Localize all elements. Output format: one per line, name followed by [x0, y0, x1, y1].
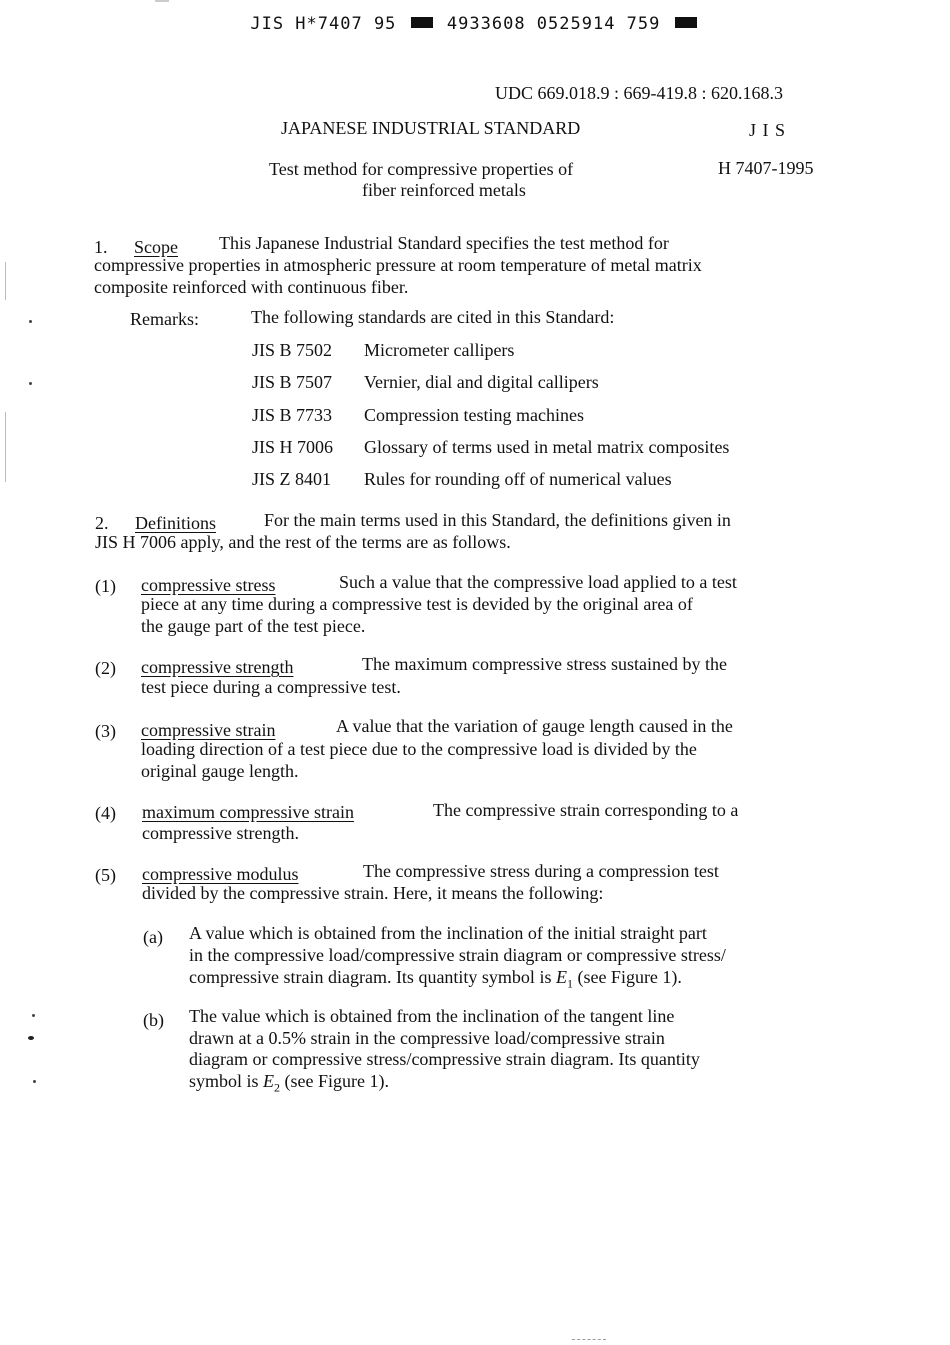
- quantity-subscript: 1: [566, 976, 573, 991]
- sub-item-number: (b): [143, 1010, 164, 1030]
- definition-text: the gauge part of the test piece.: [141, 616, 366, 636]
- scan-mark-left-1: [5, 262, 6, 300]
- doc-title-line1: Test method for compressive properties of: [269, 159, 574, 179]
- definition-term: maximum compressive strain: [142, 802, 354, 822]
- scan-mark-bottom: [572, 1339, 606, 1341]
- sub-item-text-with-symbol: [189, 1070, 389, 1099]
- sub-item-text: A value which is obtained from the inclination of the initial straight part: [189, 923, 707, 943]
- sub-item-text: (see Figure 1).: [280, 1071, 389, 1091]
- document-code-header: [0, 14, 950, 34]
- scan-dot-3: [32, 1014, 35, 1017]
- definition-text: A value that the variation of gauge length caused in the: [336, 716, 733, 736]
- definition-term: compressive strength: [141, 657, 294, 677]
- cited-standard-title: Micrometer callipers: [364, 340, 515, 360]
- definition-text: piece at any time during a compressive test is devided by the original area of: [141, 594, 693, 614]
- definitions-number: 2.: [95, 513, 109, 533]
- scan-mark-left-2: [5, 412, 6, 482]
- definition-number: (4): [95, 803, 116, 823]
- black-block: [675, 17, 697, 28]
- definition-term: compressive modulus: [142, 864, 299, 884]
- definition-text: The compressive stress during a compression test: [363, 861, 719, 881]
- scope-number: 1.: [94, 237, 108, 257]
- definition-number: (2): [95, 658, 116, 678]
- sub-item-text: compressive strain diagram. Its quantity symbol is: [189, 967, 556, 987]
- code-a: JIS H*7407 95: [250, 14, 397, 34]
- definition-term: compressive strain: [141, 720, 276, 740]
- udc-number: UDC 669.018.9 : 669-419.8 : 620.168.3: [495, 83, 783, 103]
- quantity-subscript: 2: [274, 1080, 281, 1095]
- definition-term: compressive stress: [141, 575, 276, 595]
- cited-standard-code: JIS B 7502: [252, 340, 333, 360]
- sub-item-text: symbol is: [189, 1071, 264, 1091]
- definition-text: loading direction of a test piece due to the compressive load is divided by the: [141, 739, 697, 759]
- definition-number: (5): [95, 865, 116, 885]
- code-b: 4933608 0525914 759: [446, 14, 661, 34]
- doc-number: H 7407-1995: [718, 158, 814, 178]
- scan-dot-1: [29, 320, 32, 323]
- sub-item-text: in the compressive load/compressive strain diagram or compressive stress/: [189, 945, 726, 965]
- cited-standard-code: JIS B 7733: [252, 405, 333, 425]
- scope-line1: This Japanese Industrial Standard specifies the test method for: [219, 233, 669, 253]
- definitions-line1: For the main terms used in this Standard, the definitions given in: [264, 510, 731, 530]
- sub-item-text-with-symbol: [189, 966, 682, 995]
- sub-item-text: drawn at a 0.5% strain in the compressive load/compressive strain: [189, 1028, 665, 1048]
- definition-number: (1): [95, 576, 116, 596]
- cited-standard-code: JIS Z 8401: [252, 469, 332, 489]
- remarks-label: Remarks:: [130, 309, 199, 329]
- quantity-symbol: E: [263, 1071, 275, 1091]
- cited-standard-code: JIS B 7507: [252, 372, 333, 392]
- scan-mark-top: [155, 0, 169, 2]
- cited-standard-title: Glossary of terms used in metal matrix composites: [364, 437, 730, 457]
- jis-mark: J I S: [749, 120, 787, 140]
- scan-dot-4: [28, 1036, 34, 1040]
- scope-line2: compressive properties in atmospheric pressure at room temperature of metal matrix: [94, 255, 702, 275]
- doc-title-line2: fiber reinforced metals: [362, 180, 526, 200]
- black-block: [411, 17, 433, 28]
- sub-item-text: The value which is obtained from the inclination of the tangent line: [189, 1006, 675, 1026]
- definition-text: compressive strength.: [142, 823, 299, 843]
- cited-standard-title: Compression testing machines: [364, 405, 584, 425]
- definitions-heading: Definitions: [135, 513, 216, 533]
- definition-text: The compressive strain corresponding to a: [433, 800, 739, 820]
- scope-heading: Scope: [134, 237, 178, 257]
- definition-text: test piece during a compressive test.: [141, 677, 401, 697]
- definition-number: (3): [95, 721, 116, 741]
- standard-title: JAPANESE INDUSTRIAL STANDARD: [281, 118, 581, 138]
- sub-item-number: (a): [143, 927, 163, 947]
- scan-dot-5: [33, 1080, 36, 1083]
- cited-standard-code: JIS H 7006: [252, 437, 334, 457]
- definitions-line2: JIS H 7006 apply, and the rest of the terms are as follows.: [95, 532, 511, 552]
- cited-standard-title: Vernier, dial and digital callipers: [364, 372, 599, 392]
- definition-text: The maximum compressive stress sustained by the: [362, 654, 727, 674]
- definition-text: Such a value that the compressive load applied to a test: [339, 572, 737, 592]
- sub-item-text: diagram or compressive stress/compressive strain diagram. Its quantity: [189, 1049, 700, 1069]
- quantity-symbol: E: [555, 967, 567, 987]
- remarks-intro: The following standards are cited in this Standard:: [251, 307, 615, 327]
- scan-dot-2: [29, 382, 32, 385]
- definition-text: divided by the compressive strain. Here, it means the following:: [142, 883, 604, 903]
- sub-item-text: (see Figure 1).: [572, 967, 682, 987]
- scope-line3: composite reinforced with continuous fiber.: [94, 277, 409, 297]
- definition-text: original gauge length.: [141, 761, 299, 781]
- cited-standard-title: Rules for rounding off of numerical values: [364, 469, 672, 489]
